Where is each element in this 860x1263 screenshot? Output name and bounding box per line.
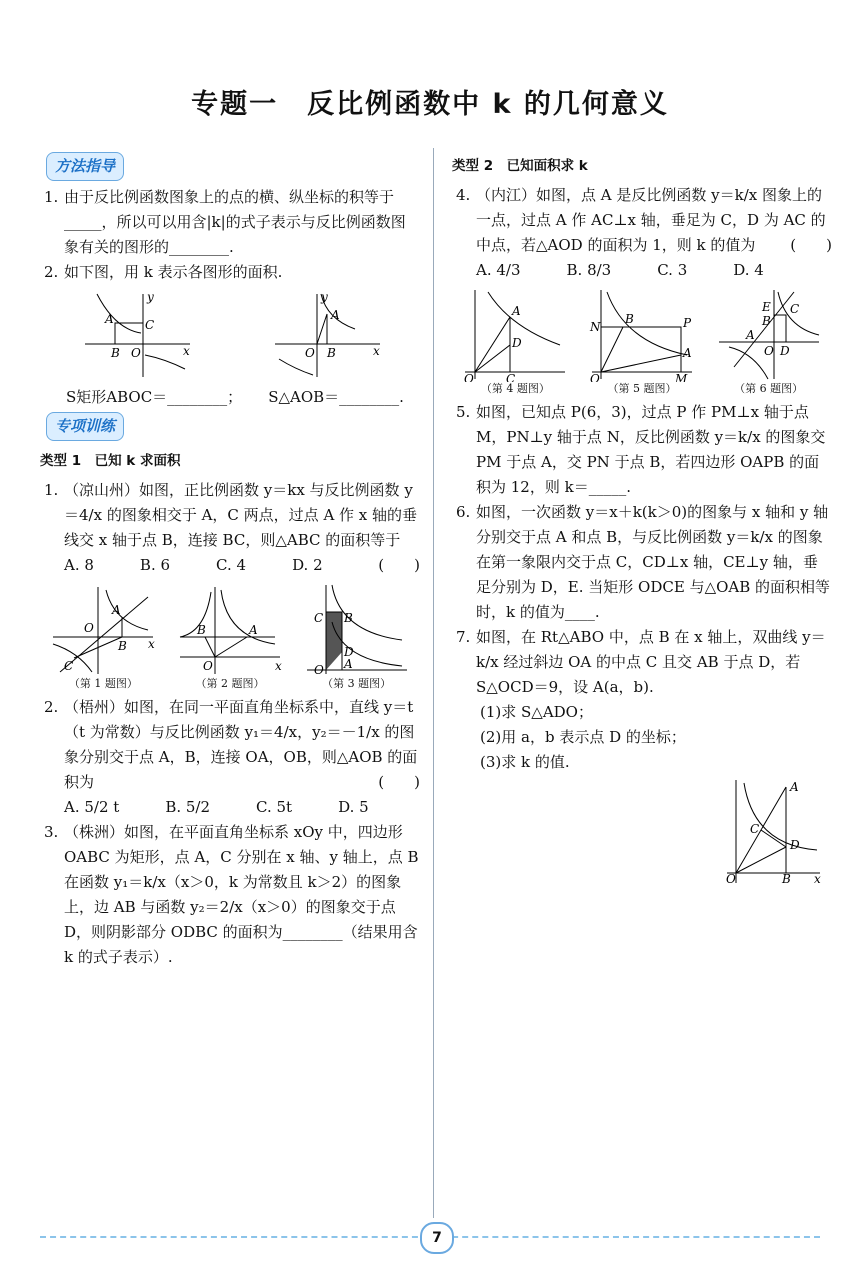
- right-question-7: 7. 如图，在 Rt△ABO 中，点 B 在 x 轴上，双曲线 y＝k/x 经过斜边 OA 的中点 C 且交 AB 于点 D，若 S△OCD＝9，设 A(a，b).: [456, 628, 826, 696]
- svg-text:B: B: [111, 346, 120, 360]
- svg-text:O: O: [589, 372, 600, 382]
- method-question-2: 2. 如下图，用 k 表示各图形的面积.: [44, 263, 283, 281]
- page-number: 7: [420, 1222, 454, 1254]
- svg-text:B: B: [343, 611, 353, 625]
- svg-text:O: O: [763, 344, 774, 358]
- svg-text:x: x: [148, 637, 156, 651]
- right-figures: [452, 287, 832, 396]
- right-question-4: 4. （内江）如图，点 A 是反比例函数 y＝k/x 图象上的一点，过点 A 作 AC⊥x 轴，垂足为 C，D 为 AC 的中点，若△AOD 的面积为 1，则 k 的值为 ( ): [456, 186, 832, 254]
- rect-area-label: S矩形ABOC＝________；: [66, 388, 243, 406]
- svg-text:E: E: [761, 300, 771, 314]
- svg-text:A: A: [682, 346, 692, 360]
- q7-part-3: (3)求 k 的值.: [480, 753, 570, 771]
- area-answer-labels: [40, 385, 420, 410]
- page-title: 专题一 反比例函数中 k 的几何意义: [191, 89, 669, 120]
- svg-text:A: A: [790, 780, 799, 794]
- svg-text:B: B: [118, 639, 128, 653]
- svg-text:A: A: [745, 328, 755, 342]
- svg-text:O: O: [202, 659, 213, 673]
- left-question-1-options: A. 8 B. 6 C. 4 D. 2: [64, 556, 323, 574]
- method-question-1: 1. 由于反比例函数图象上的点的横、纵坐标的积等于_____，所以可以用含|k|的式子表示与反比例函数图象有关的图形的________.: [44, 188, 406, 256]
- svg-text:O: O: [464, 372, 475, 382]
- figure-q2: B A O x （第 2 题图）: [175, 582, 285, 691]
- svg-text:A: A: [105, 312, 114, 326]
- svg-text:B: B: [761, 314, 771, 328]
- figure-q7-wrap: [452, 775, 832, 885]
- svg-text:O: O: [84, 621, 95, 635]
- q7-part-1: (1)求 S△ADO；: [480, 703, 593, 721]
- svg-text:A: A: [331, 308, 340, 322]
- svg-text:P: P: [682, 316, 692, 330]
- svg-text:O: O: [131, 346, 141, 360]
- figure-q5: N B P A M O （第 5 题图）: [587, 287, 697, 396]
- left-column: [40, 150, 420, 970]
- svg-text:D: D: [779, 344, 790, 358]
- svg-text:D: D: [343, 645, 354, 659]
- left-question-2: 2. （梧州）如图，在同一平面直角坐标系中，直线 y＝t（t 为常数）与反比例函数 y₁＝4/x，y₂＝－1/x 的图象分别交于点 A，B，连接 OA，OB，则△AOB 的面积为 ( ): [44, 698, 420, 791]
- right-question-6: 6. 如图，一次函数 y＝x＋k(k＞0)的图象与 x 轴和 y 轴分别交于点 A 和点 B，与反比例函数 y＝k/x 的图象在第一象限内交于点 C，CD⊥x 轴，CE⊥y 轴，垂足分别为 D，E. 当矩形 ODCE 与△OAB 的面积相等时，k 的值为____.: [456, 503, 831, 621]
- svg-text:N: N: [589, 320, 601, 334]
- type1-heading: 类型 1 已知 k 求面积: [40, 453, 181, 469]
- left-question-3: 3. （株洲）如图，在平面直角坐标系 xOy 中，四边形 OABC 为矩形，点 A，C 分别在 x 轴、y 轴上，点 B 在函数 y₁＝k/x（x＞0，k 为常数且 k＞2）的图象上，边 AB 与函数 y₂＝2/x（x＞0）的图象交于点 D，则阴影部分 ODBC 的面积为________（结果用含 k 的式子表示）.: [44, 823, 419, 966]
- svg-text:D: D: [790, 838, 800, 852]
- svg-text:C: C: [750, 822, 760, 836]
- right-column: [452, 150, 832, 885]
- type2-heading: 类型 2 已知面积求 k: [452, 158, 588, 174]
- right-question-4-options: A. 4/3 B. 8/3 C. 3 D. 4: [476, 261, 764, 279]
- svg-text:B: B: [196, 623, 206, 637]
- svg-text:B: B: [327, 346, 336, 360]
- svg-text:y: y: [321, 290, 328, 304]
- triangle-area-label: S△AOB＝________.: [268, 388, 404, 406]
- svg-text:C: C: [506, 372, 516, 382]
- figure-q3: C B D A O （第 3 题图）: [302, 582, 412, 691]
- figure-q6: E B C A O D （第 6 题图）: [714, 287, 824, 396]
- method-figures: [40, 289, 420, 379]
- left-question-1: 1. （凉山州）如图，正比例函数 y＝kx 与反比例函数 y＝4/x 的图象相交于 A，C 两点，过点 A 作 x 轴的垂线交 x 轴于点 B，连接 BC，则△ABC 的面积等于 ( ): [44, 481, 420, 574]
- svg-text:D: D: [512, 336, 522, 350]
- svg-text:A: A: [343, 657, 353, 671]
- svg-text:x: x: [183, 344, 190, 358]
- svg-text:C: C: [64, 659, 74, 673]
- svg-text:C: C: [789, 302, 799, 316]
- svg-text:x: x: [274, 659, 282, 673]
- svg-text:A: A: [512, 304, 521, 318]
- figure-q4: A D C O （第 4 题图）: [460, 287, 570, 396]
- column-divider: [433, 148, 434, 1218]
- svg-text:B: B: [624, 312, 634, 326]
- method-figure-rect: [75, 289, 195, 379]
- svg-text:A: A: [248, 623, 258, 637]
- figure-q1: A B O C x （第 1 题图）: [48, 582, 158, 691]
- svg-text:A: A: [112, 603, 121, 617]
- figure-q7: [722, 775, 822, 885]
- svg-text:O: O: [313, 663, 324, 677]
- svg-text:x: x: [373, 344, 380, 358]
- training-badge: 专项训练: [46, 412, 124, 441]
- q7-part-2: (2)用 a，b 表示点 D 的坐标；: [480, 728, 686, 746]
- method-badge: 方法指导: [46, 152, 124, 181]
- left-figures: [40, 582, 420, 691]
- svg-text:O: O: [305, 346, 315, 360]
- svg-text:B: B: [782, 872, 791, 885]
- left-question-2-options: A. 5/2 t B. 5/2 C. 5t D. 5: [64, 798, 369, 816]
- svg-text:O: O: [726, 872, 736, 885]
- svg-text:x: x: [814, 872, 821, 885]
- svg-text:C: C: [145, 318, 155, 332]
- svg-text:y: y: [147, 290, 154, 304]
- svg-text:M: M: [674, 372, 688, 382]
- svg-text:C: C: [313, 611, 323, 625]
- method-figure-triangle: [265, 289, 385, 379]
- right-question-5: 5. 如图，已知点 P(6，3)，过点 P 作 PM⊥x 轴于点 M，PN⊥y 轴于点 N，反比例函数 y＝k/x 的图象交 PM 于点 A，交 PN 于点 B，若四边形 OAPB 的面积为 12，则 k＝_____.: [456, 403, 826, 496]
